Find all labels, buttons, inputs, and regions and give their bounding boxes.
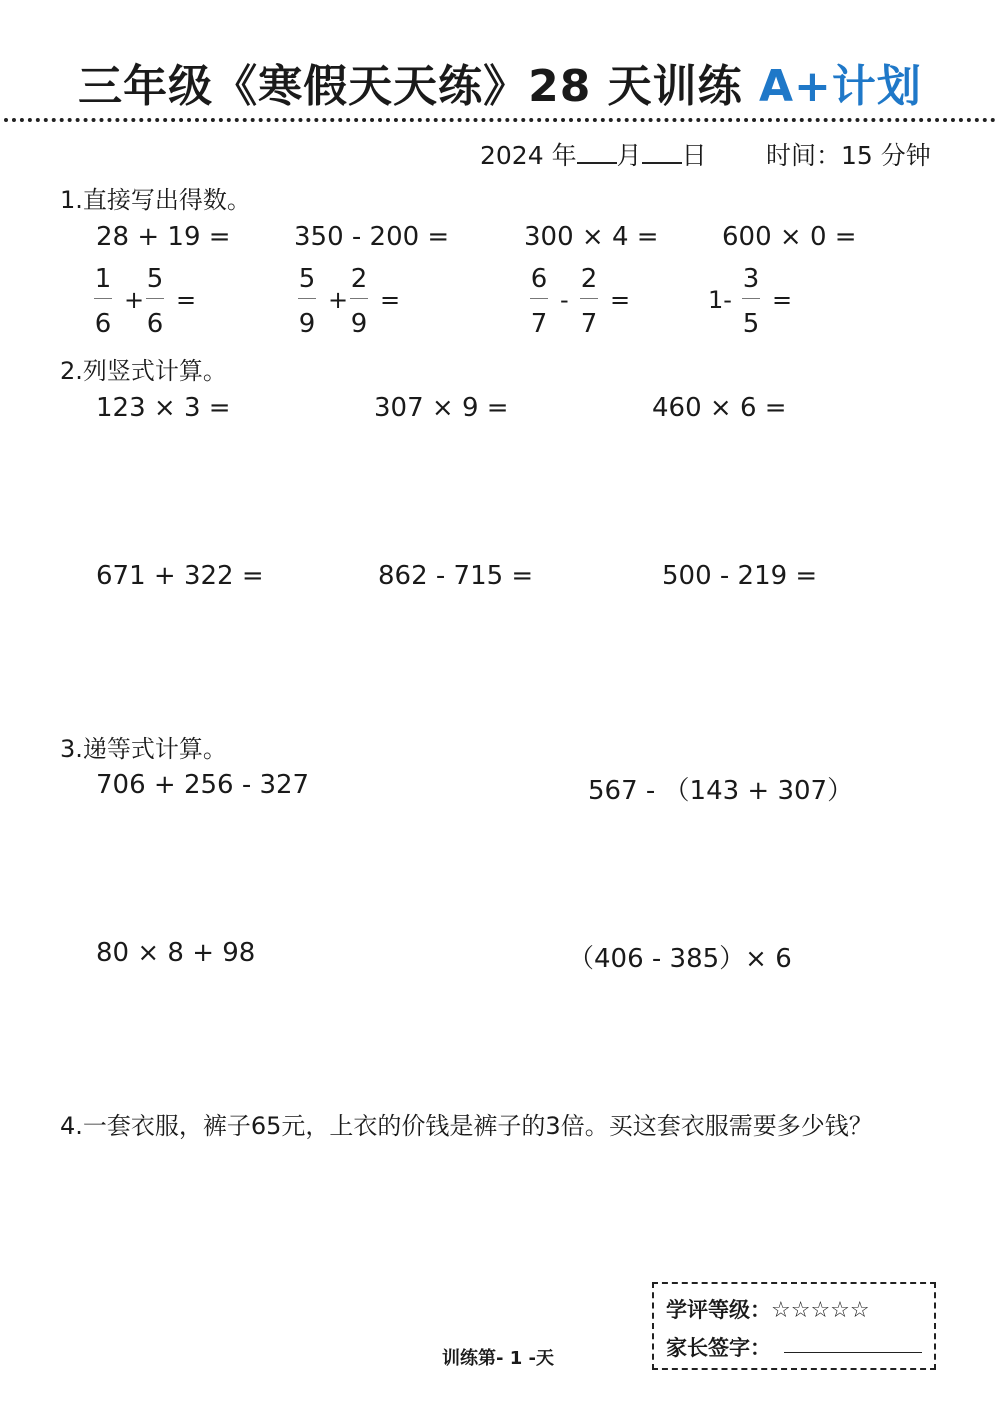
fraction-3-op: - [560, 286, 569, 314]
date-month: 月 [616, 141, 642, 170]
s1-expr-1: 28 + 19 = [96, 222, 231, 252]
s2-expr-2: 307 × 9 = [374, 393, 509, 423]
s2-expr-5: 862 - 715 = [378, 561, 534, 591]
date-year: 2024 年 [480, 141, 577, 170]
s1-expr-3: 300 × 4 = [524, 222, 659, 252]
day-blank [642, 140, 682, 164]
s1-expr-4: 600 × 0 = [722, 222, 857, 252]
grade-box [652, 1282, 936, 1370]
dotted-divider [4, 118, 996, 122]
fraction-2a: 5 9 [298, 264, 316, 339]
fraction-4-prefix: 1- [708, 286, 732, 314]
date-day: 日 [681, 141, 707, 170]
s2-expr-6: 500 - 219 = [662, 561, 818, 591]
star-rating[interactable]: ☆☆☆☆☆ [771, 1298, 870, 1323]
section2-heading: 2.列竖式计算。 [60, 357, 227, 385]
word-problem: 4.一套衣服，裤子65元，上衣的价钱是裤子的3倍。买这套衣服需要多少钱？ [60, 1112, 873, 1140]
grade-row [666, 1294, 870, 1324]
s1-expr-2: 350 - 200 = [294, 222, 450, 252]
fraction-4b: 3 5 [742, 264, 760, 339]
fraction-2-eq: = [380, 286, 401, 314]
fraction-3-eq: = [610, 286, 631, 314]
signature-row [666, 1332, 771, 1362]
fraction-1b: 5 6 [146, 264, 164, 339]
s3-expr-1: 706 + 256 - 327 [96, 770, 310, 800]
page-title [0, 50, 1000, 114]
date-line [480, 136, 707, 172]
page-label: 训练第- 1 -天 [442, 1348, 554, 1369]
title-main: 三年级《寒假天天练》28 天训练 [78, 61, 759, 112]
fraction-4-eq: = [772, 286, 793, 314]
signature-line[interactable] [784, 1352, 922, 1353]
fraction-3a: 6 7 [530, 264, 548, 339]
fraction-2-op: + [328, 286, 349, 314]
s2-expr-3: 460 × 6 = [652, 393, 787, 423]
month-blank [577, 140, 617, 164]
s3-expr-4: （406 - 385）× 6 [568, 944, 792, 974]
s2-expr-1: 123 × 3 = [96, 393, 231, 423]
time-limit: 时间：15 分钟 [766, 141, 931, 170]
fraction-2b: 2 9 [350, 264, 368, 339]
section3-heading: 3.递等式计算。 [60, 735, 227, 763]
title-accent: A+计划 [758, 61, 922, 112]
fraction-3b: 2 7 [580, 264, 598, 339]
s2-expr-4: 671 + 322 = [96, 561, 264, 591]
fraction-1a: 1 6 [94, 264, 112, 339]
s3-expr-3: 80 × 8 + 98 [96, 938, 256, 968]
grade-label: 学评等级： [666, 1298, 771, 1322]
fraction-1-op: + [124, 286, 145, 314]
fraction-1-eq: = [176, 286, 197, 314]
signature-label: 家长签字： [666, 1336, 771, 1360]
s3-expr-2: 567 - （143 + 307） [588, 776, 854, 806]
section1-heading: 1.直接写出得数。 [60, 186, 251, 214]
